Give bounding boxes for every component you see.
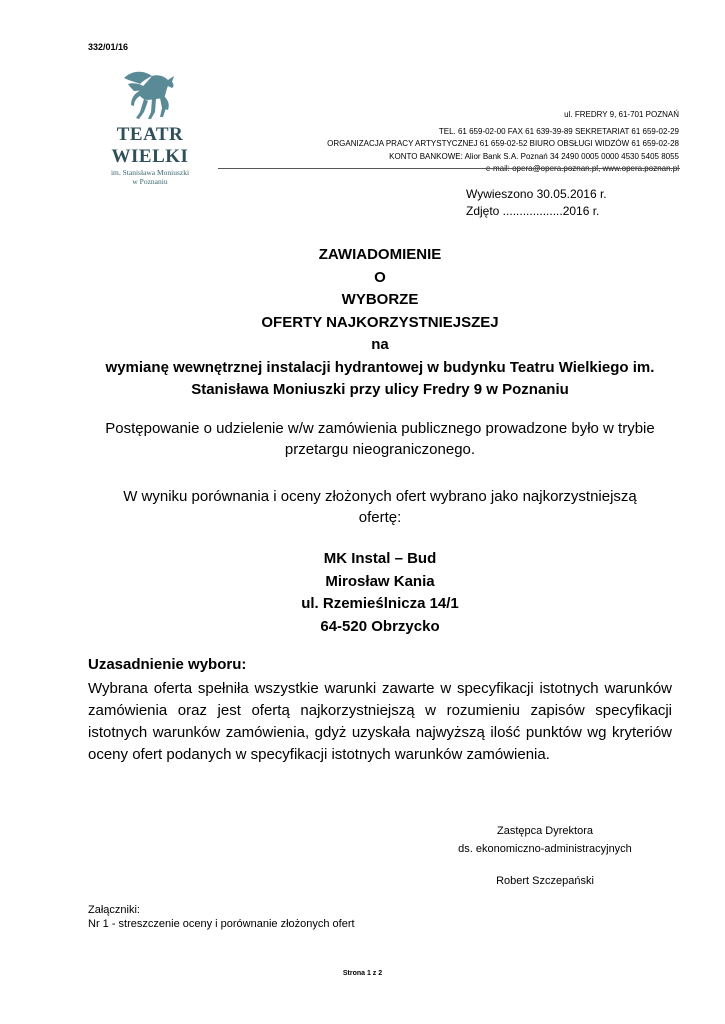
theatre-name: TEATR WIELKI [111, 124, 189, 167]
justification-text: Wybrana oferta spełniła wszystkie warunki zawarte w specyfikacji istotnych warunków zamówienia oraz jest ofertą najkorzystniejszą w rozumieniu zapisów specyfikacji istotnych warunków zamówienia, gdyż uzyskała najwyższą ilość punktów wg kryteriów oceny ofert podanych w specyfikacji istotnych warunków zamówienia. [88, 680, 672, 763]
signatory-department: ds. ekonomiczno-administracyjnych [458, 843, 632, 855]
removed-date: Zdjęto ..................2016 r. [466, 204, 600, 218]
title-line: O [374, 268, 386, 286]
title-line: Stanisława Moniuszki przy ulicy Fredry 9 w Poznaniu [191, 381, 569, 398]
notice-title [60, 244, 700, 402]
winning-offer [60, 548, 700, 638]
signatory-name: Robert Szczepański [496, 875, 594, 887]
signatory-position: Zastępca Dyrektora [497, 825, 593, 837]
document-reference: 332/01/16 [88, 42, 129, 52]
contact-phones: TEL. 61 659-02-00 FAX 61 639-39-89 SEKRETARIAT 61 659-02-29 [438, 126, 679, 136]
justification-heading: Uzasadnienie wyboru: [88, 656, 247, 673]
contact-address: ul. FREDRY 9, 61-701 POZNAŃ [564, 110, 679, 119]
attachments-heading: Załączniki: [88, 904, 140, 916]
title-line: WYBORZE [341, 291, 419, 308]
title-line: na [371, 336, 389, 353]
winner-person: Mirosław Kania [325, 572, 435, 590]
result-line: W wyniku porównania i oceny złożonych ofert wybrano jako najkorzystniejszą [123, 488, 637, 505]
contact-bank: KONTO BANKOWE: Alior Bank S.A. Poznań 34 2490 0005 0000 4530 5405 8055 [389, 151, 679, 161]
pegasus-icon [118, 68, 182, 122]
header-divider [218, 168, 680, 169]
winner-street: ul. Rzemieślnicza 14/1 [301, 595, 459, 612]
theatre-logo [80, 68, 220, 186]
contact-block [259, 109, 679, 176]
attachment-item: Nr 1 - streszczenie oceny i porównanie złożonych ofert [88, 918, 355, 930]
attachments [88, 903, 355, 931]
page-number: Strona 1 z 2 [342, 970, 383, 977]
procedure-line: przetargu nieograniczonego. [284, 441, 476, 458]
contact-email: e-mail: opera@opera.poznan.pl, www.opera.poznan.pl [485, 164, 679, 173]
procedure-line: Postępowanie o udzielenie w/w zamówienia publicznego prowadzone było w trybie [105, 420, 655, 437]
title-line: ZAWIADOMIENIE [318, 246, 442, 263]
winner-company: MK Instal – Bud [323, 550, 437, 567]
title-line: wymianę wewnętrznej instalacji hydrantowej w budynku Teatru Wielkiego im. [105, 358, 655, 376]
signature-block [420, 822, 670, 890]
title-line: OFERTY NAJKORZYSTNIEJSZEJ [261, 313, 499, 331]
winner-city: 64-520 Obrzycko [320, 617, 440, 635]
posted-date: Wywieszono 30.05.2016 r. [466, 187, 607, 201]
result-paragraph [70, 486, 690, 528]
theatre-subtitle-1: im. Stanisława Moniuszki [110, 168, 190, 177]
procedure-paragraph [70, 418, 690, 460]
contact-departments: ORGANIZACJA PRACY ARTYSTYCZNEJ 61 659-02-52 BIURO OBSŁUGI WIDZÓW 61 659-02-28 [327, 139, 679, 148]
posting-dates [466, 186, 607, 220]
result-line: ofertę: [358, 509, 402, 526]
theatre-subtitle-2: w Poznaniu [132, 177, 168, 186]
